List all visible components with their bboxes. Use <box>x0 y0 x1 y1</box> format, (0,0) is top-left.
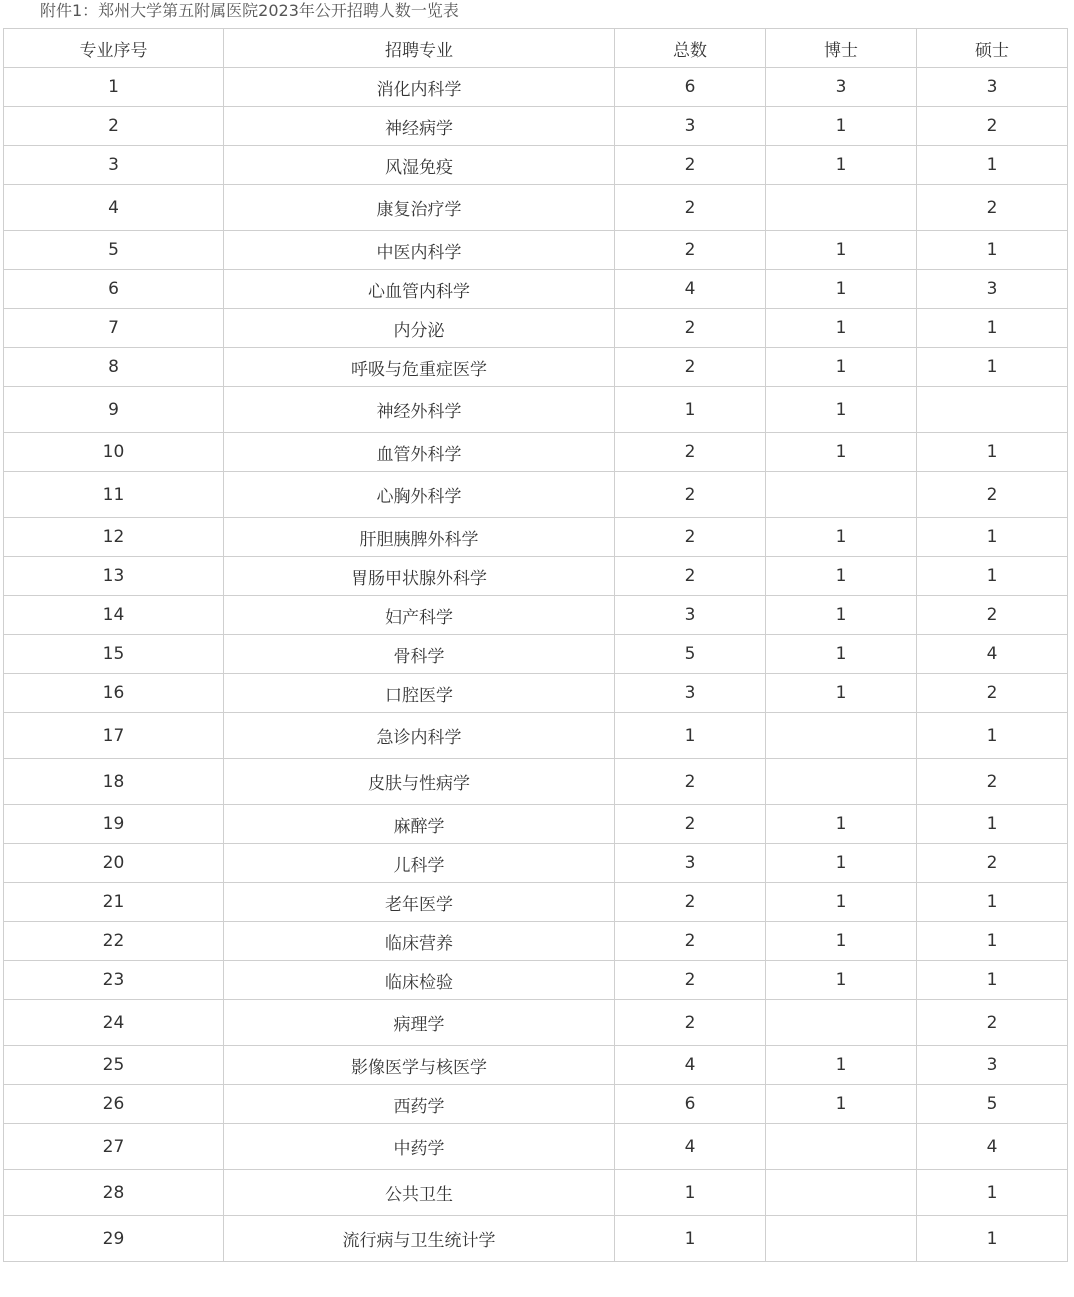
cell-master: 1 <box>917 1216 1068 1262</box>
table-row <box>4 348 1068 387</box>
cell-total: 1 <box>615 1170 766 1216</box>
cell-phd: 1 <box>766 518 917 557</box>
cell-master: 2 <box>917 1000 1068 1046</box>
cell-total: 1 <box>615 1216 766 1262</box>
cell-master: 1 <box>917 146 1068 185</box>
cell-major: 风湿免疫 <box>224 146 615 185</box>
cell-master: 1 <box>917 557 1068 596</box>
table-row <box>4 270 1068 309</box>
cell-master: 1 <box>917 805 1068 844</box>
table-body <box>4 68 1068 1262</box>
cell-master: 2 <box>917 596 1068 635</box>
cell-phd: 1 <box>766 270 917 309</box>
cell-seq: 26 <box>4 1085 224 1124</box>
cell-seq: 7 <box>4 309 224 348</box>
cell-phd <box>766 1170 917 1216</box>
document-title: 附件1：郑州大学第五附属医院2023年公开招聘人数一览表 <box>40 1 459 20</box>
table-row <box>4 557 1068 596</box>
cell-phd: 1 <box>766 348 917 387</box>
cell-seq: 18 <box>4 759 224 805</box>
cell-seq: 4 <box>4 185 224 231</box>
header-major: 招聘专业 <box>224 29 615 68</box>
cell-seq: 27 <box>4 1124 224 1170</box>
recruitment-table <box>3 28 1068 1262</box>
cell-master: 2 <box>917 107 1068 146</box>
cell-major: 老年医学 <box>224 883 615 922</box>
cell-master: 2 <box>917 759 1068 805</box>
table-row <box>4 107 1068 146</box>
header-total: 总数 <box>615 29 766 68</box>
table-row <box>4 883 1068 922</box>
cell-major: 急诊内科学 <box>224 713 615 759</box>
cell-seq: 20 <box>4 844 224 883</box>
cell-master <box>917 387 1068 433</box>
cell-total: 2 <box>615 231 766 270</box>
cell-major: 病理学 <box>224 1000 615 1046</box>
cell-total: 6 <box>615 1085 766 1124</box>
cell-total: 2 <box>615 759 766 805</box>
cell-major: 心胸外科学 <box>224 472 615 518</box>
cell-seq: 1 <box>4 68 224 107</box>
cell-seq: 29 <box>4 1216 224 1262</box>
cell-total: 3 <box>615 844 766 883</box>
cell-seq: 12 <box>4 518 224 557</box>
table-row <box>4 922 1068 961</box>
cell-phd <box>766 472 917 518</box>
cell-seq: 10 <box>4 433 224 472</box>
cell-master: 1 <box>917 309 1068 348</box>
table-row <box>4 309 1068 348</box>
cell-seq: 9 <box>4 387 224 433</box>
cell-phd <box>766 1124 917 1170</box>
cell-seq: 25 <box>4 1046 224 1085</box>
cell-master: 1 <box>917 883 1068 922</box>
cell-seq: 8 <box>4 348 224 387</box>
cell-major: 流行病与卫生统计学 <box>224 1216 615 1262</box>
cell-total: 3 <box>615 596 766 635</box>
table-row <box>4 1046 1068 1085</box>
cell-total: 2 <box>615 433 766 472</box>
cell-total: 2 <box>615 185 766 231</box>
cell-phd: 1 <box>766 433 917 472</box>
cell-phd <box>766 1216 917 1262</box>
table-row <box>4 68 1068 107</box>
cell-seq: 11 <box>4 472 224 518</box>
cell-phd: 1 <box>766 309 917 348</box>
cell-major: 公共卫生 <box>224 1170 615 1216</box>
cell-total: 3 <box>615 674 766 713</box>
cell-master: 1 <box>917 348 1068 387</box>
cell-phd: 1 <box>766 635 917 674</box>
table-row <box>4 472 1068 518</box>
cell-total: 4 <box>615 1124 766 1170</box>
table-row <box>4 1170 1068 1216</box>
cell-phd: 1 <box>766 674 917 713</box>
cell-major: 内分泌 <box>224 309 615 348</box>
header-row <box>4 29 1068 68</box>
cell-total: 2 <box>615 961 766 1000</box>
cell-master: 1 <box>917 1170 1068 1216</box>
table-row <box>4 231 1068 270</box>
table-row <box>4 674 1068 713</box>
cell-major: 康复治疗学 <box>224 185 615 231</box>
cell-major: 儿科学 <box>224 844 615 883</box>
cell-total: 1 <box>615 713 766 759</box>
cell-phd: 1 <box>766 557 917 596</box>
cell-master: 3 <box>917 1046 1068 1085</box>
cell-phd <box>766 185 917 231</box>
cell-master: 1 <box>917 713 1068 759</box>
cell-seq: 24 <box>4 1000 224 1046</box>
cell-seq: 5 <box>4 231 224 270</box>
cell-major: 皮肤与性病学 <box>224 759 615 805</box>
cell-seq: 6 <box>4 270 224 309</box>
cell-phd: 1 <box>766 922 917 961</box>
table-row <box>4 433 1068 472</box>
cell-seq: 28 <box>4 1170 224 1216</box>
cell-seq: 17 <box>4 713 224 759</box>
cell-major: 消化内科学 <box>224 68 615 107</box>
cell-major: 呼吸与危重症医学 <box>224 348 615 387</box>
cell-master: 1 <box>917 518 1068 557</box>
table-row <box>4 1216 1068 1262</box>
cell-seq: 19 <box>4 805 224 844</box>
cell-major: 口腔医学 <box>224 674 615 713</box>
cell-master: 2 <box>917 844 1068 883</box>
table-row <box>4 1124 1068 1170</box>
cell-phd <box>766 759 917 805</box>
cell-phd: 1 <box>766 961 917 1000</box>
cell-total: 6 <box>615 68 766 107</box>
cell-major: 心血管内科学 <box>224 270 615 309</box>
cell-phd: 1 <box>766 1046 917 1085</box>
cell-total: 2 <box>615 146 766 185</box>
cell-major: 中药学 <box>224 1124 615 1170</box>
cell-phd <box>766 713 917 759</box>
cell-phd: 1 <box>766 844 917 883</box>
cell-seq: 22 <box>4 922 224 961</box>
cell-major: 影像医学与核医学 <box>224 1046 615 1085</box>
table-row <box>4 596 1068 635</box>
table-header <box>4 29 1068 68</box>
table-row <box>4 1085 1068 1124</box>
cell-master: 3 <box>917 270 1068 309</box>
cell-total: 2 <box>615 518 766 557</box>
header-phd: 博士 <box>766 29 917 68</box>
table-row <box>4 759 1068 805</box>
table-row <box>4 1000 1068 1046</box>
cell-master: 4 <box>917 635 1068 674</box>
cell-phd: 1 <box>766 107 917 146</box>
cell-seq: 15 <box>4 635 224 674</box>
cell-major: 血管外科学 <box>224 433 615 472</box>
header-seq: 专业序号 <box>4 29 224 68</box>
cell-seq: 14 <box>4 596 224 635</box>
cell-major: 神经外科学 <box>224 387 615 433</box>
cell-major: 西药学 <box>224 1085 615 1124</box>
table-row <box>4 185 1068 231</box>
cell-total: 1 <box>615 387 766 433</box>
cell-total: 2 <box>615 922 766 961</box>
table-row <box>4 844 1068 883</box>
cell-master: 2 <box>917 674 1068 713</box>
table-row <box>4 518 1068 557</box>
table-row <box>4 805 1068 844</box>
cell-seq: 23 <box>4 961 224 1000</box>
cell-total: 4 <box>615 1046 766 1085</box>
cell-phd: 1 <box>766 231 917 270</box>
cell-phd: 1 <box>766 146 917 185</box>
cell-seq: 3 <box>4 146 224 185</box>
table-row <box>4 635 1068 674</box>
cell-major: 临床检验 <box>224 961 615 1000</box>
cell-total: 2 <box>615 309 766 348</box>
cell-major: 神经病学 <box>224 107 615 146</box>
cell-master: 1 <box>917 433 1068 472</box>
cell-phd: 1 <box>766 805 917 844</box>
cell-seq: 2 <box>4 107 224 146</box>
cell-master: 1 <box>917 231 1068 270</box>
cell-phd: 1 <box>766 883 917 922</box>
cell-total: 2 <box>615 805 766 844</box>
cell-seq: 16 <box>4 674 224 713</box>
cell-major: 临床营养 <box>224 922 615 961</box>
table-row <box>4 713 1068 759</box>
cell-total: 2 <box>615 557 766 596</box>
cell-master: 3 <box>917 68 1068 107</box>
cell-master: 1 <box>917 922 1068 961</box>
header-master: 硕士 <box>917 29 1068 68</box>
cell-total: 2 <box>615 348 766 387</box>
table-row <box>4 146 1068 185</box>
cell-total: 5 <box>615 635 766 674</box>
cell-phd: 1 <box>766 1085 917 1124</box>
table-row <box>4 387 1068 433</box>
cell-phd: 3 <box>766 68 917 107</box>
cell-phd: 1 <box>766 596 917 635</box>
cell-total: 3 <box>615 107 766 146</box>
cell-major: 肝胆胰脾外科学 <box>224 518 615 557</box>
cell-phd: 1 <box>766 387 917 433</box>
cell-total: 2 <box>615 472 766 518</box>
cell-master: 2 <box>917 185 1068 231</box>
cell-phd <box>766 1000 917 1046</box>
cell-major: 胃肠甲状腺外科学 <box>224 557 615 596</box>
cell-major: 妇产科学 <box>224 596 615 635</box>
cell-total: 2 <box>615 883 766 922</box>
cell-seq: 21 <box>4 883 224 922</box>
cell-total: 2 <box>615 1000 766 1046</box>
cell-master: 1 <box>917 961 1068 1000</box>
cell-master: 2 <box>917 472 1068 518</box>
cell-master: 5 <box>917 1085 1068 1124</box>
cell-major: 麻醉学 <box>224 805 615 844</box>
cell-major: 中医内科学 <box>224 231 615 270</box>
cell-seq: 13 <box>4 557 224 596</box>
cell-master: 4 <box>917 1124 1068 1170</box>
table-row <box>4 961 1068 1000</box>
cell-major: 骨科学 <box>224 635 615 674</box>
cell-total: 4 <box>615 270 766 309</box>
